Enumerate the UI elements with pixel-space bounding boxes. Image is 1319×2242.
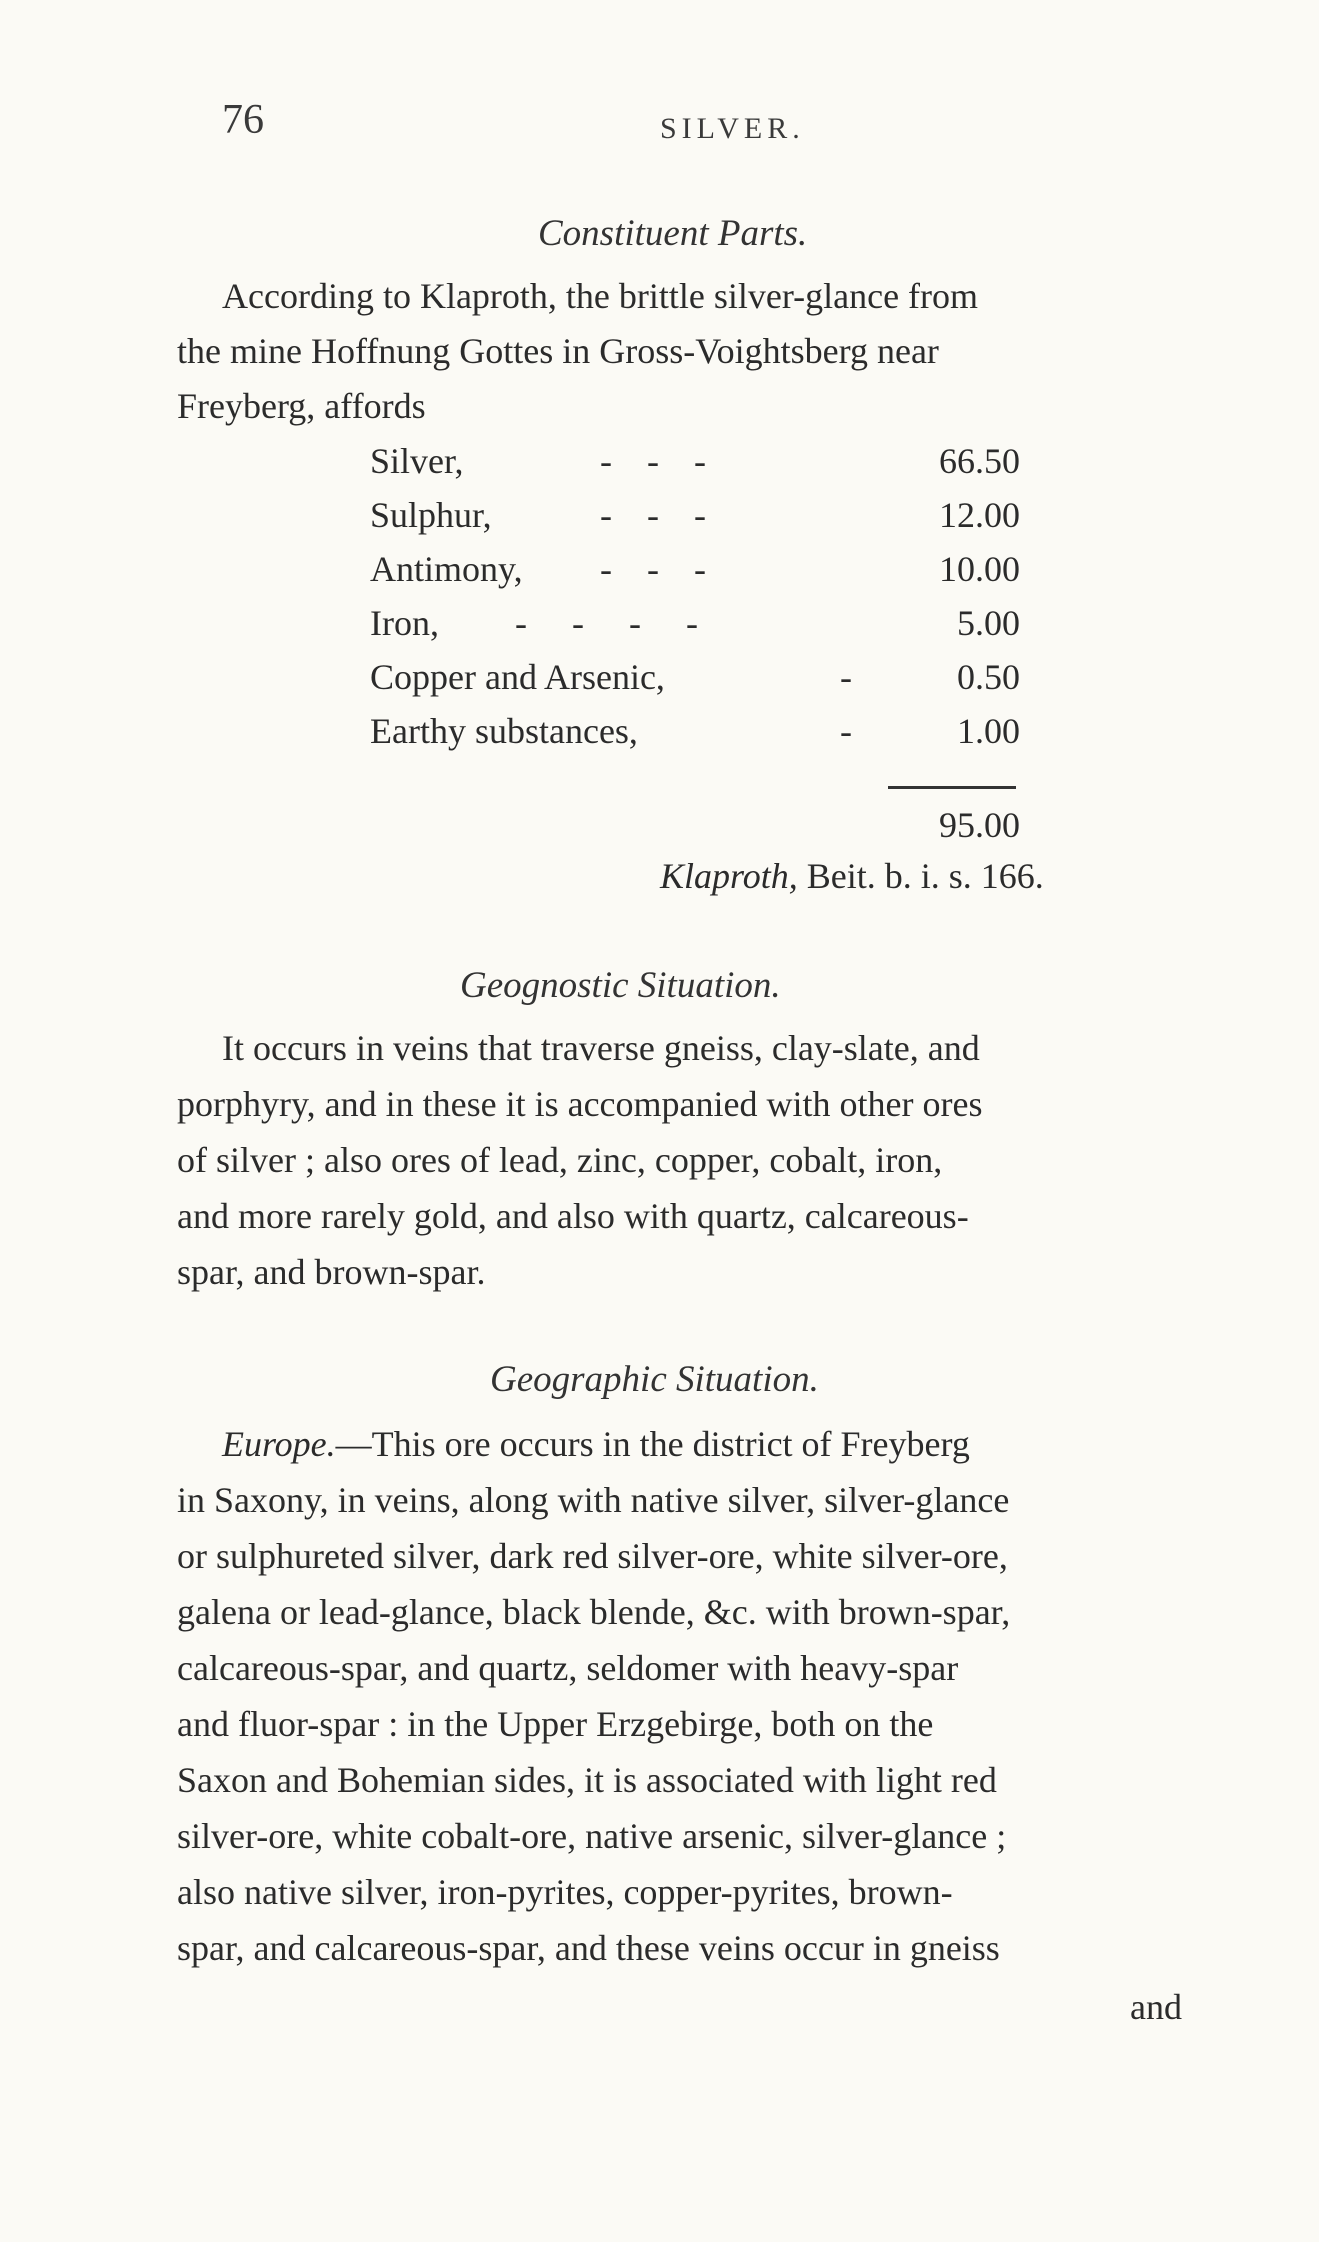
paragraph-line: Saxon and Bohemian sides, it is associated with light red bbox=[177, 1760, 997, 1800]
paragraph-line: also native silver, iron-pyrites, copper-pyrites, brown- bbox=[177, 1872, 953, 1912]
component-value: 10.00 bbox=[939, 549, 1020, 589]
component-value: 1.00 bbox=[957, 711, 1020, 751]
paragraph-line: and more rarely gold, and also with quartz, calcareous- bbox=[177, 1196, 969, 1236]
leader-dashes: - bbox=[840, 657, 852, 697]
component-label: Earthy substances, bbox=[370, 711, 638, 751]
paragraph-line: calcareous-spar, and quartz, seldomer with heavy-spar bbox=[177, 1648, 959, 1688]
page-number: 76 bbox=[222, 97, 264, 143]
paragraph-line: in Saxony, in veins, along with native silver, silver-glance bbox=[177, 1480, 1010, 1520]
paragraph-line: silver-ore, white cobalt-ore, native arsenic, silver-glance ; bbox=[177, 1816, 1007, 1856]
component-label: Antimony, bbox=[370, 549, 523, 589]
section-heading-geographic-situation: Geographic Situation. bbox=[490, 1359, 819, 1400]
component-value: 66.50 bbox=[939, 441, 1020, 481]
leader-dashes: - - - bbox=[600, 549, 706, 589]
citation-author: Klaproth, bbox=[660, 856, 798, 896]
leader-dashes: - - - - bbox=[515, 603, 698, 643]
paragraph-line: spar, and calcareous-spar, and these veins occur in gneiss bbox=[177, 1928, 1000, 1968]
section-heading-constituent-parts: Constituent Parts. bbox=[538, 213, 808, 254]
line-text: —This ore occurs in the district of Freyberg bbox=[335, 1424, 970, 1464]
paragraph-line: spar, and brown-spar. bbox=[177, 1252, 486, 1292]
paragraph-line: and fluor-spar : in the Upper Erzgebirge, both on the bbox=[177, 1704, 934, 1744]
component-value: 12.00 bbox=[939, 495, 1020, 535]
region-label: Europe. bbox=[222, 1424, 336, 1464]
catchword: and bbox=[1130, 1987, 1182, 2027]
paragraph-line: galena or lead-glance, black blende, &c. with brown-spar, bbox=[177, 1592, 1011, 1632]
paragraph-line: Freyberg, affords bbox=[177, 386, 426, 426]
paragraph-line bbox=[222, 278, 1222, 314]
leader-dashes: - - - bbox=[600, 495, 706, 535]
analysis-total: 95.00 bbox=[939, 805, 1020, 845]
running-head: SILVER. bbox=[660, 112, 805, 145]
paragraph-line bbox=[222, 1030, 1182, 1066]
component-label: Copper and Arsenic, bbox=[370, 657, 665, 697]
component-value: 0.50 bbox=[957, 657, 1020, 697]
paragraph-line bbox=[222, 1426, 970, 1462]
paragraph-line: the mine Hoffnung Gottes in Gross-Voightsberg near bbox=[177, 331, 939, 371]
component-label: Iron, bbox=[370, 603, 439, 643]
component-value: 5.00 bbox=[957, 603, 1020, 643]
component-label: Sulphur, bbox=[370, 495, 492, 535]
line-text: It occurs in veins that traverse gneiss, clay-slate, and bbox=[222, 1028, 980, 1068]
citation-reference: Beit. b. i. s. 166. bbox=[806, 856, 1044, 896]
paragraph-line: of silver ; also ores of lead, zinc, copper, cobalt, iron, bbox=[177, 1140, 943, 1180]
section-heading-geognostic-situation: Geognostic Situation. bbox=[460, 965, 781, 1006]
line-text: According to Klaproth, the brittle silver-glance from bbox=[222, 276, 979, 316]
citation bbox=[660, 858, 1044, 894]
paragraph-line: or sulphureted silver, dark red silver-ore, white silver-ore, bbox=[177, 1536, 1008, 1576]
component-label: Silver, bbox=[370, 441, 464, 481]
sum-rule bbox=[888, 786, 1016, 789]
leader-dashes: - - - bbox=[600, 441, 706, 481]
paragraph-line: porphyry, and in these it is accompanied with other ores bbox=[177, 1084, 983, 1124]
leader-dashes: - bbox=[840, 711, 852, 751]
